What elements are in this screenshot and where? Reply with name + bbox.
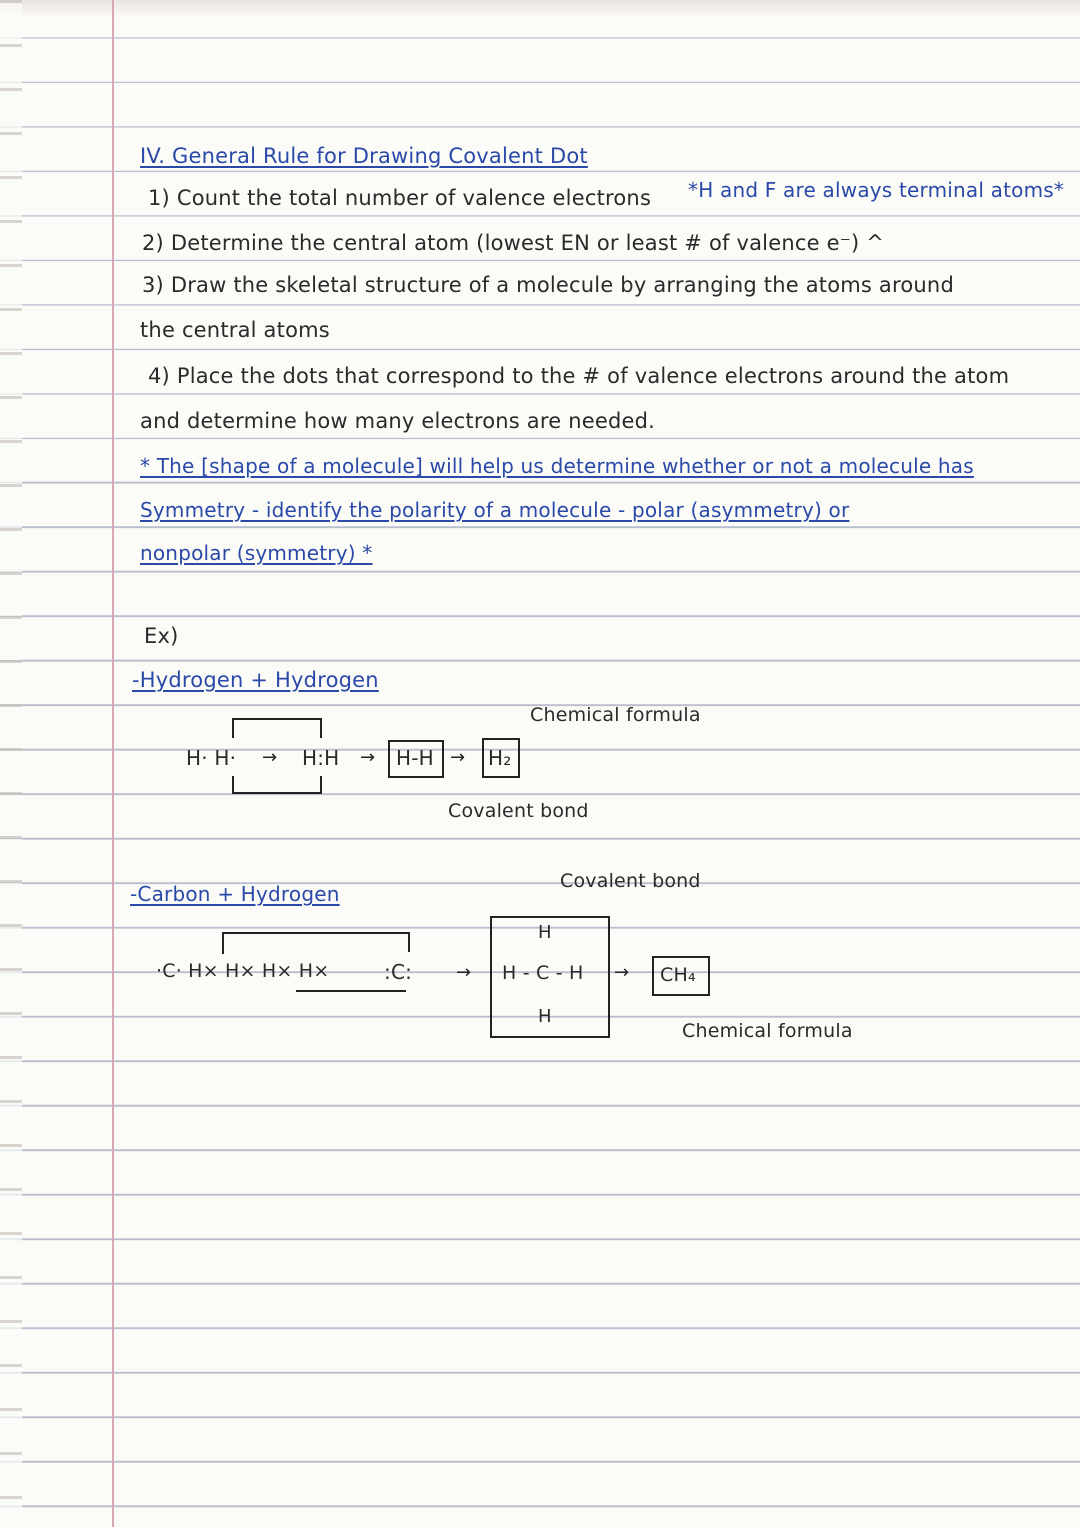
ch4-reactants: ·C· H× H× H× H×	[156, 960, 330, 982]
ch4-bracket-right	[408, 932, 410, 952]
h2-bracket-bottom	[232, 792, 322, 794]
terminal-atoms-note: *H and F are always terminal atoms*	[688, 178, 1065, 202]
step-3-line-1: 3) Draw the skeletal structure of a molecule by arranging the atoms around	[142, 273, 954, 297]
h2-formula: H₂	[488, 746, 512, 770]
shape-note-line-3: nonpolar (symmetry) *	[140, 541, 373, 565]
ch4-top-h: H	[538, 922, 552, 943]
h2-dot-structure: H:H	[302, 746, 340, 770]
carbon-example-title: -Carbon + Hydrogen	[130, 882, 340, 906]
section-heading: IV. General Rule for Drawing Covalent Dot	[140, 144, 588, 168]
page-top-edge	[0, 0, 1080, 18]
ch4-bracket-left	[222, 932, 224, 954]
margin-line	[112, 0, 114, 1527]
ch4-chemical-formula-label: Chemical formula	[682, 1020, 853, 1042]
shape-note-line-2: Symmetry - identify the polarity of a molecule - polar (asymmetry) or	[140, 498, 850, 522]
arrow-icon: →	[456, 962, 472, 983]
shape-note-line-1: * The [shape of a molecule] will help us determine whether or not a molecule has	[140, 454, 974, 478]
h2-covalent-bond-label: Covalent bond	[448, 800, 589, 822]
ch4-formula: CH₄	[660, 964, 696, 986]
ch4-bracket-bottom	[296, 990, 406, 992]
arrow-icon: →	[360, 747, 376, 768]
step-4-line-1: 4) Place the dots that correspond to the # of valence electrons around the atom	[148, 364, 1010, 388]
step-3-line-2: the central atoms	[140, 318, 330, 342]
h2-bracket-top-right	[320, 718, 322, 738]
hydrogen-example-title: -Hydrogen + Hydrogen	[132, 668, 379, 692]
ch4-dot-structure: :C:	[384, 960, 413, 984]
ch4-middle-row: H - C - H	[502, 962, 584, 984]
ch4-covalent-bond-label: Covalent bond	[560, 870, 701, 892]
h2-chemical-formula-label: Chemical formula	[530, 704, 701, 726]
arrow-icon: →	[614, 962, 630, 983]
ch4-bracket-top	[222, 932, 410, 934]
ch4-bottom-h: H	[538, 1006, 552, 1027]
h2-reactants: H· H·	[186, 746, 237, 770]
h2-bracket-top-left	[232, 718, 234, 738]
example-label: Ex)	[144, 624, 179, 648]
step-4-line-2: and determine how many electrons are needed.	[140, 409, 656, 433]
h2-bond-structure: H-H	[396, 746, 434, 770]
h2-bracket-top	[232, 718, 322, 720]
step-1: 1) Count the total number of valence electrons	[148, 186, 652, 210]
arrow-icon: →	[450, 747, 466, 768]
spiral-binding	[0, 0, 22, 1527]
arrow-icon: →	[262, 747, 278, 768]
step-2: 2) Determine the central atom (lowest EN or least # of valence e⁻) ^	[142, 231, 885, 255]
